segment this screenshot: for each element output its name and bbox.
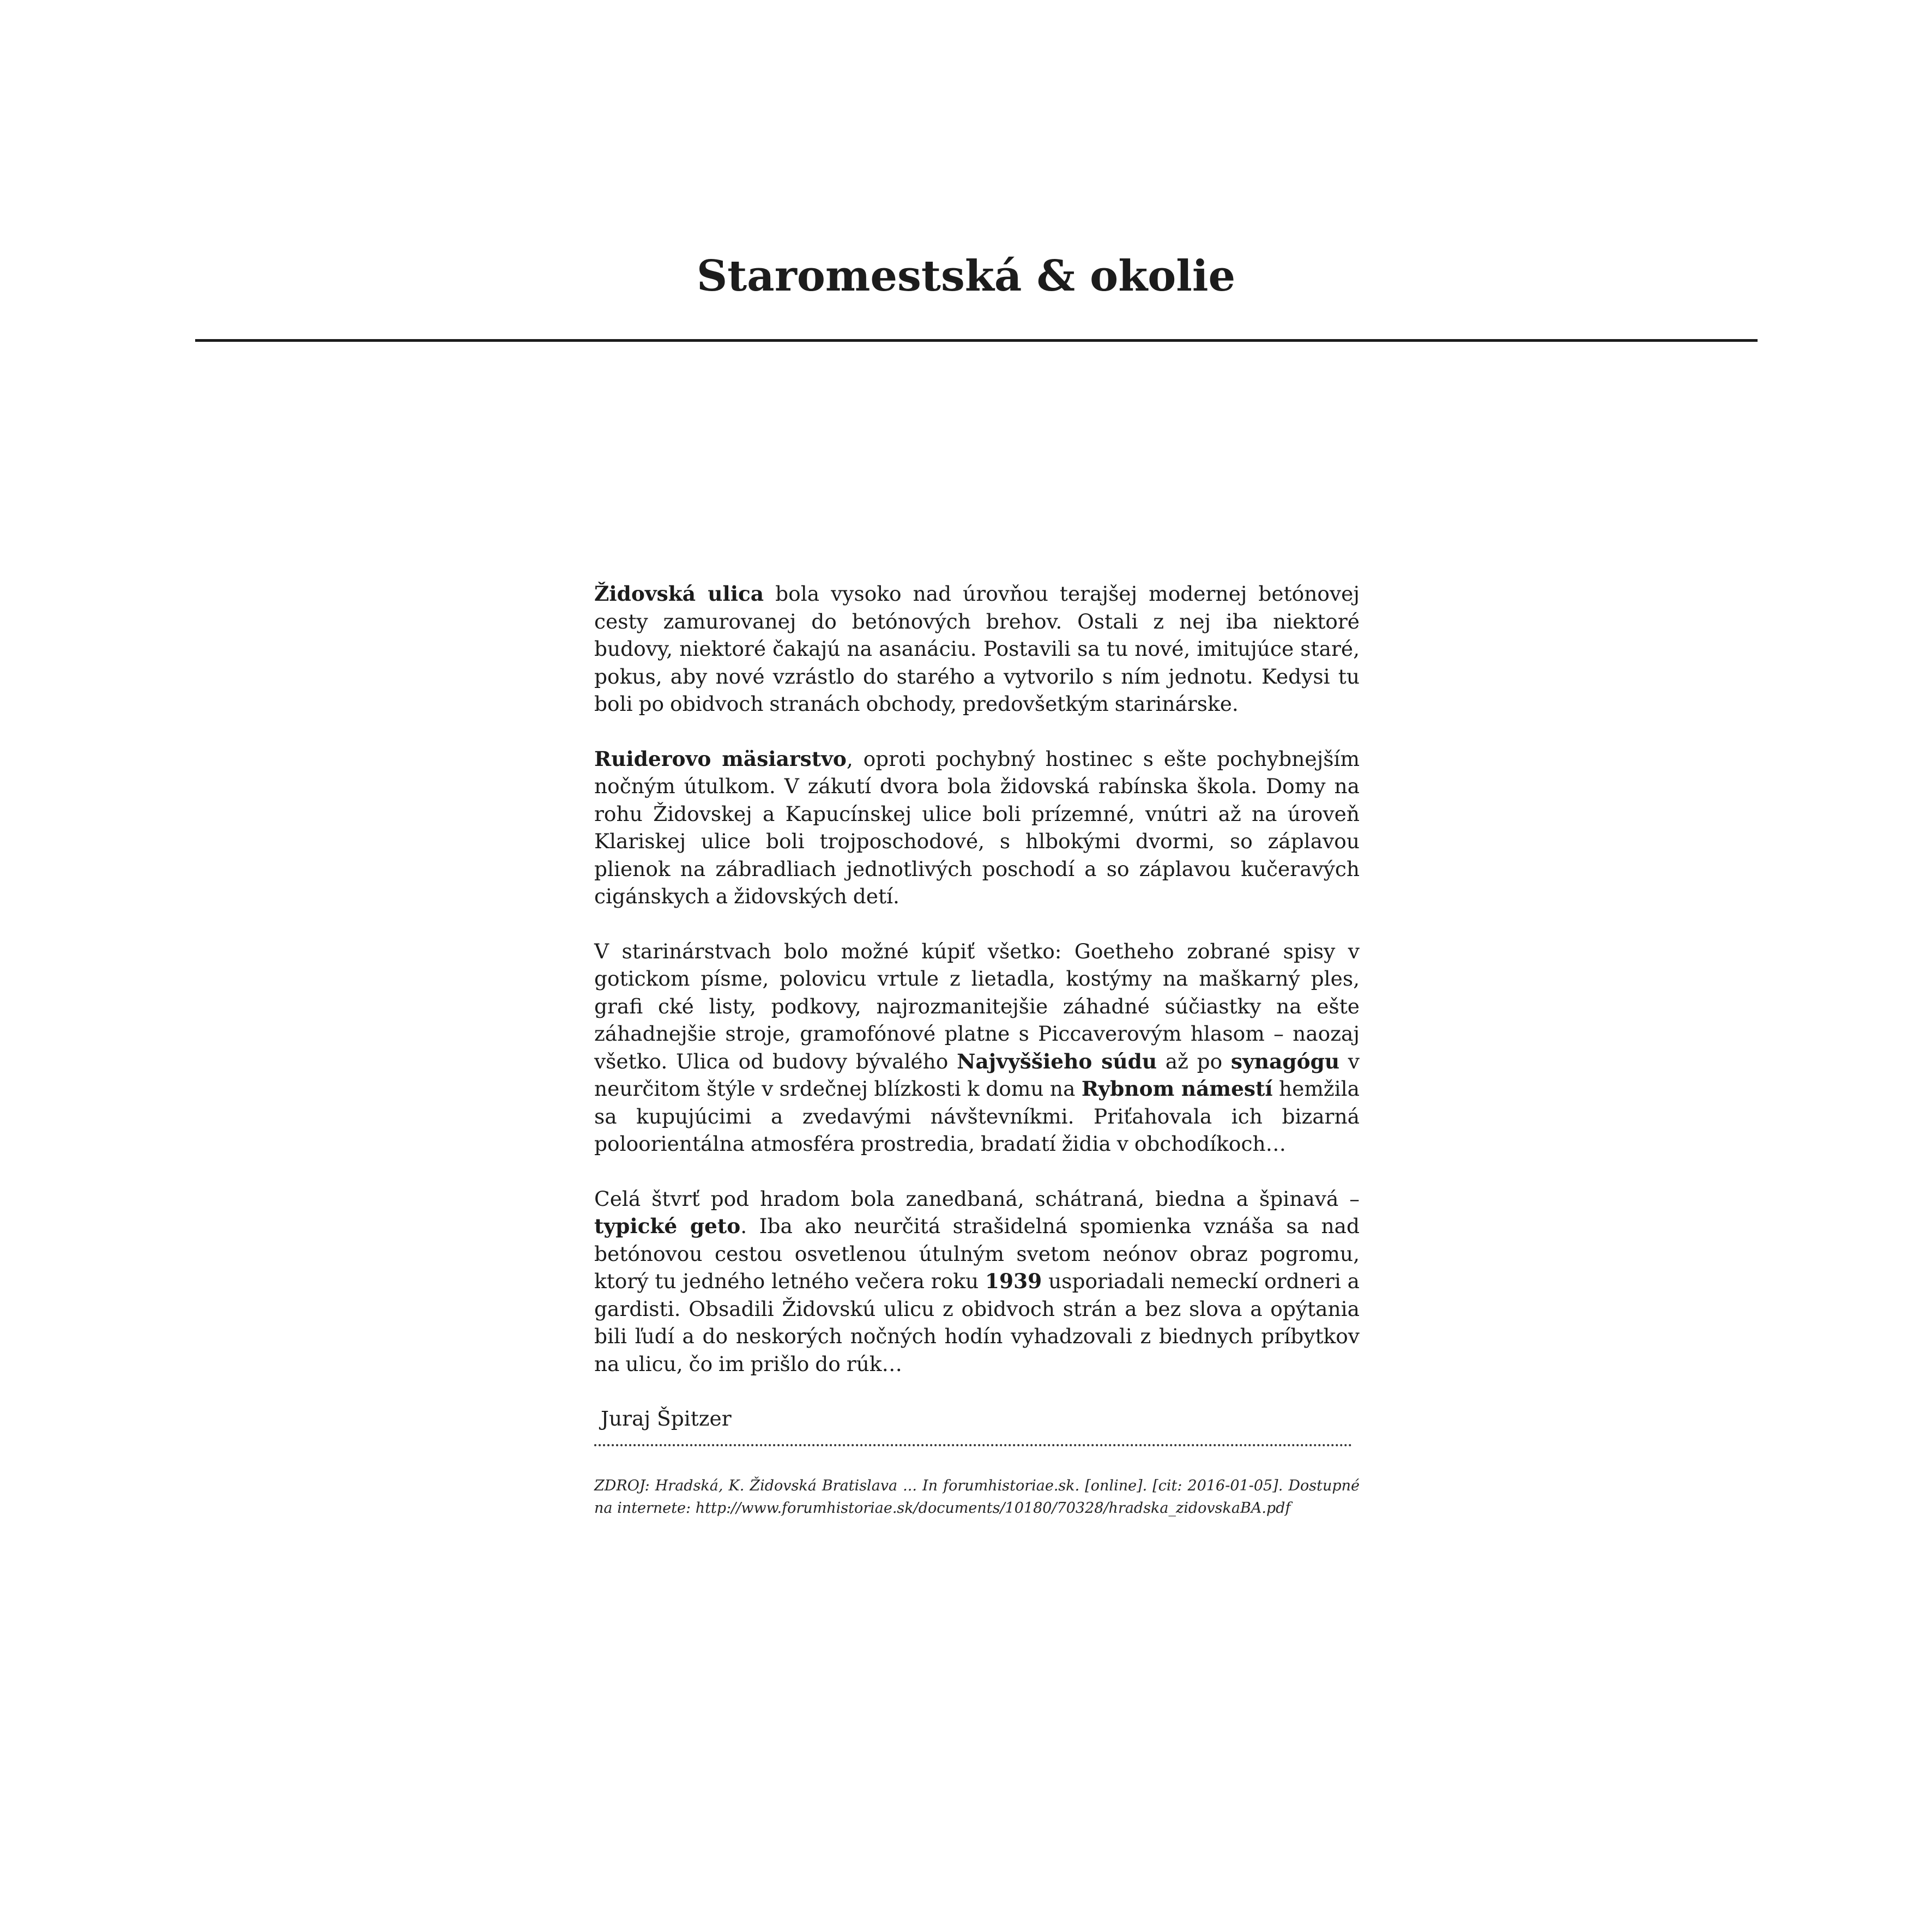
source-citation: ZDROJ: Hradská, K. Židovská Bratislava ... In forumhistoriae.sk. [online]. [cit: 2016-01-05]. Dostupné na internete: http://www.forumhistoriae.sk/documents/10180/70328/hradska_zidovskaBA.pdf (594, 1477, 1360, 1517)
bold-term: Rybnom námestí (1081, 1077, 1273, 1101)
paragraph-masiarstvo (594, 745, 1360, 910)
article (594, 580, 1360, 1519)
paragraph-text: . Iba ako neurčitá strašidelná spomienka vznáša sa nad betónovou cestou osvetlenou útulným svetom neónov obraz pogromu, ktorý tu jedného letného večera roku (594, 1214, 1360, 1293)
paragraph-geto (594, 1185, 1360, 1378)
paragraph-text: Celá štvrť pod hradom bola zanedbaná, schátraná, biedna a špinavá – (594, 1186, 1360, 1211)
page-title: Staromestská & okolie (696, 251, 1236, 301)
paragraph-text: v neurčitom štýle v srdečnej blízkosti k domu na (594, 1049, 1360, 1101)
paragraph-text: bola vysoko nad úrovňou terajšej modernej betónovej cesty zamurovanej do betónových brehov. Ostali z nej iba niektoré budovy, niektoré čakajú na asanáciu. Postavili sa tu nové, imitujúce staré, pokus, aby nové vzrástlo do starého a vytvorilo s ním jednotu. Kedysi tu boli po obidvoch stranách obchody, predovšetkým starinárske. (594, 582, 1360, 716)
paragraph-text: , oproti pochybný hostinec s ešte pochybnejším nočným útulkom. V zákutí dvora bola židovská rabínska škola. Domy na rohu Židovskej a Kapucínskej ulice boli prízemné, vnútri až na úroveň Klariskej ulice boli trojposchodové, s hlbokými dvormi, so záplavou plienok na zábradliach jednotlivých poschodí a so záplavou kučeravých cigánskych a židovských detí. (594, 746, 1360, 908)
bold-term: synagógu (1230, 1049, 1340, 1073)
paragraph-starinarstva (594, 938, 1360, 1158)
paragraph-text: usporiadali nemeckí ordneri a gardisti. Obsadili Židovskú ulicu z obidvoch strán a bez slova a opýtania bili ľudí a do neskorých nočných hodín vyhadzovali z biednych príbytkov na ulicu, čo im prišlo do rúk… (594, 1269, 1360, 1376)
paragraph-text: V starinárstvach bolo možné kúpiť všetko: Goetheho zobrané spisy v gotickom písme, polovicu vrtule z lietadla, kostýmy na maškarný ples, grafi cké listy, podkovy, najrozmanitejšie záhadné súčiastky na ešte záhadnejšie stroje, gramofónové platne s Piccaverovým hlasom – naozaj všetko. Ulica od budovy bývalého (594, 939, 1360, 1073)
paragraph-zidovska-ulica (594, 580, 1360, 718)
bold-term: Najvyššieho súdu (957, 1049, 1157, 1073)
bold-term: Židovská ulica (594, 582, 764, 606)
paragraph-text: až po (1157, 1049, 1231, 1073)
dotted-divider (594, 1444, 1352, 1446)
title-divider (195, 339, 1758, 342)
paragraph-text: hemžila sa kupujúcimi a zvedavými návštevníkmi. Priťahovala ich bizarná poloorientálna atmosféra prostredia, bradatí židia v obchodíkoch… (594, 1077, 1360, 1156)
bold-term: typické geto (594, 1214, 741, 1238)
bold-term: 1939 (985, 1269, 1042, 1293)
bold-term: Ruiderovo mäsiarstvo (594, 746, 847, 771)
author-name: Juraj Špitzer (601, 1406, 732, 1430)
